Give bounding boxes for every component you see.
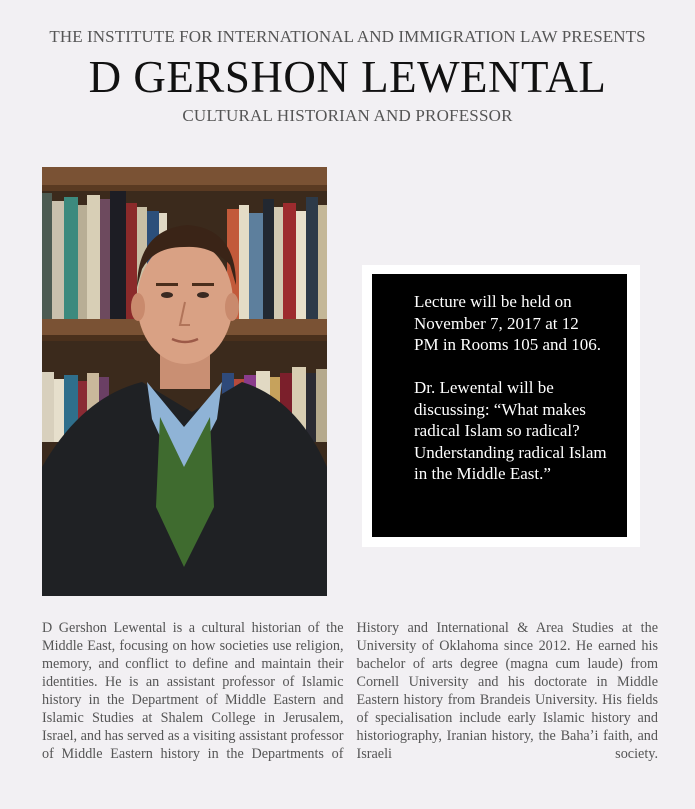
lecture-topic: Dr. Lewental will be discussing: “What makes radical Islam so radical? Understanding radical Islam in the Middle East.”: [414, 378, 607, 483]
speaker-name: D GERSHON LEWENTAL: [88, 52, 607, 102]
event-info-box: [372, 274, 627, 537]
flyer-header: [0, 26, 695, 127]
speaker-biography: D Gershon Lewental is a cultural historian of the Middle East, focusing on how societies use religion, memory, and conflict to define and maintain their identities. He is an assistant professor of Islamic history in the Department of Middle Eastern and Islamic Studies at Shalem College in Jerusalem, Israel, and has served as a visiting assistant professor of Middle Eastern history in the Departments of History and International & Area Studies at the University of Oklahoma since 2012. He earned his bachelor of arts degree (magna cum laude) from Cornell University and his doctorate in Middle Eastern history from Brandeis University. His fields of specialisation include early Islamic history and historiography, Iranian history, the Bahaʼi faith, and Israeli society.: [42, 620, 658, 762]
speaker-title: CULTURAL HISTORIAN AND PROFESSOR: [182, 106, 513, 125]
event-info-frame: [362, 265, 640, 547]
speaker-photo: [42, 167, 327, 596]
event-details: Lecture will be held on November 7, 2017 at 12 PM in Rooms 105 and 106.: [414, 292, 602, 354]
presenter-line: THE INSTITUTE FOR INTERNATIONAL AND IMMIGRATION LAW PRESENTS: [49, 27, 646, 46]
